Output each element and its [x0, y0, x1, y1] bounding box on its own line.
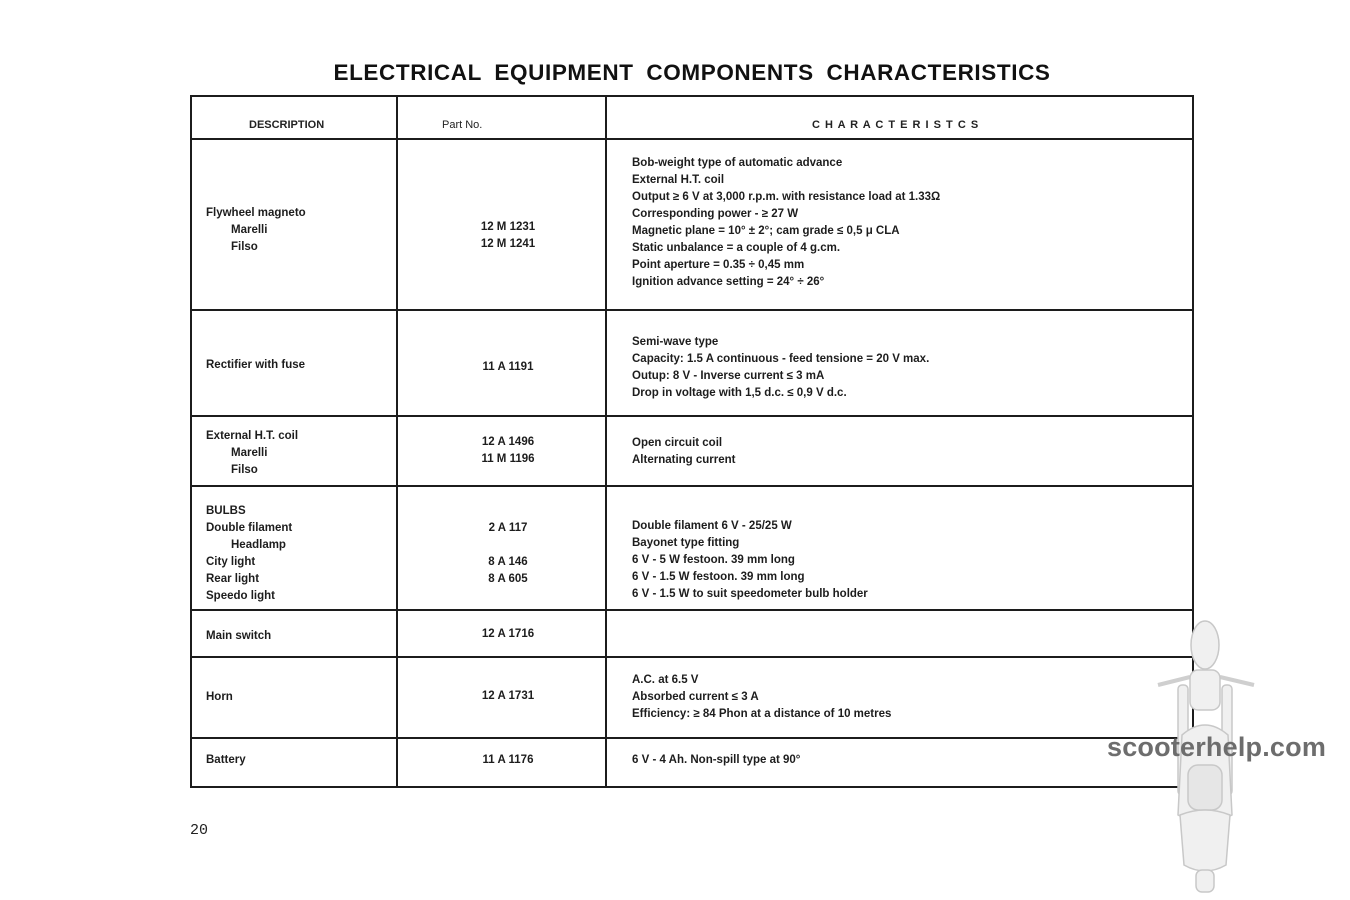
table-row-part-no: 11 A 1176	[482, 754, 534, 766]
table-row-description: Main switch	[206, 630, 272, 642]
header-description: DESCRIPTION	[249, 119, 325, 131]
table-row-part-no: 12 A 1496 11 M 1196	[481, 436, 535, 465]
table-row-part-no: 11 A 1191	[482, 361, 534, 373]
components-table	[190, 95, 1194, 788]
table-row-description: BULBS Double filament Headlamp City light Rear light Speedo light	[206, 505, 293, 602]
table-row-characteristics: Semi-wave type Capacity: 1.5 A continuous - feed tensione = 20 V max. Outup: 8 V - Inverse current ≤ 3 mA Drop in voltage with 1,5 d.c. ≤ 0,9 V d.c.	[632, 336, 930, 399]
row-divider	[192, 656, 1192, 658]
table-row-description: Battery	[206, 754, 246, 766]
watermark: scooterhelp.com	[1107, 732, 1327, 762]
column-divider	[396, 97, 398, 786]
table-row-description: Flywheel magneto Marelli Filso	[206, 207, 306, 253]
table-row-description: Horn	[206, 691, 233, 703]
column-divider	[605, 97, 607, 786]
table-row-characteristics: 6 V - 4 Ah. Non-spill type at 90°	[632, 754, 801, 766]
page-number: 20	[190, 822, 209, 839]
row-divider	[192, 737, 1192, 739]
row-divider	[192, 138, 1192, 140]
row-divider	[192, 309, 1192, 311]
row-divider	[192, 415, 1192, 417]
table-row-characteristics: A.C. at 6.5 V Absorbed current ≤ 3 A Efficiency: ≥ 84 Phon at a distance of 10 metres	[632, 674, 892, 720]
row-divider	[192, 485, 1192, 487]
header-characteristics: C H A R A C T E R I S T C S	[812, 119, 980, 131]
table-row-description: External H.T. coil Marelli Filso	[206, 430, 299, 476]
table-row-part-no: 2 A 117 8 A 146 8 A 605	[488, 522, 528, 585]
table-row-characteristics: Bob-weight type of automatic advance External H.T. coil Output ≥ 6 V at 3,000 r.p.m. with resistance load at 1.33Ω Corresponding power - ≥ 27 W Magnetic plane = 10° ± 2°; cam grade ≤ 0,5 μ CLA Static unbalance = a couple of 4 g.cm. Point aperture = 0.35 ÷ 0,45 mm Ignition advance setting = 24° ÷ 26°	[632, 157, 941, 288]
row-divider	[192, 609, 1192, 611]
table-row-part-no: 12 A 1731	[481, 690, 535, 702]
page-title: ELECTRICAL EQUIPMENT COMPONENTS CHARACTERISTICS	[333, 60, 1051, 85]
table-row-characteristics: Double filament 6 V - 25/25 W Bayonet type fitting 6 V - 5 W festoon. 39 mm long 6 V - 1.5 W festoon. 39 mm long 6 V - 1.5 W to suit speedometer bulb holder	[632, 520, 868, 600]
table-row-characteristics: Open circuit coil Alternating current	[632, 437, 736, 466]
table-row-part-no: 12 M 1231 12 M 1241	[480, 221, 536, 250]
table-row-part-no: 12 A 1716	[481, 628, 535, 640]
header-part-no: Part No.	[442, 119, 483, 131]
table-row-description: Rectifier with fuse	[206, 359, 306, 371]
